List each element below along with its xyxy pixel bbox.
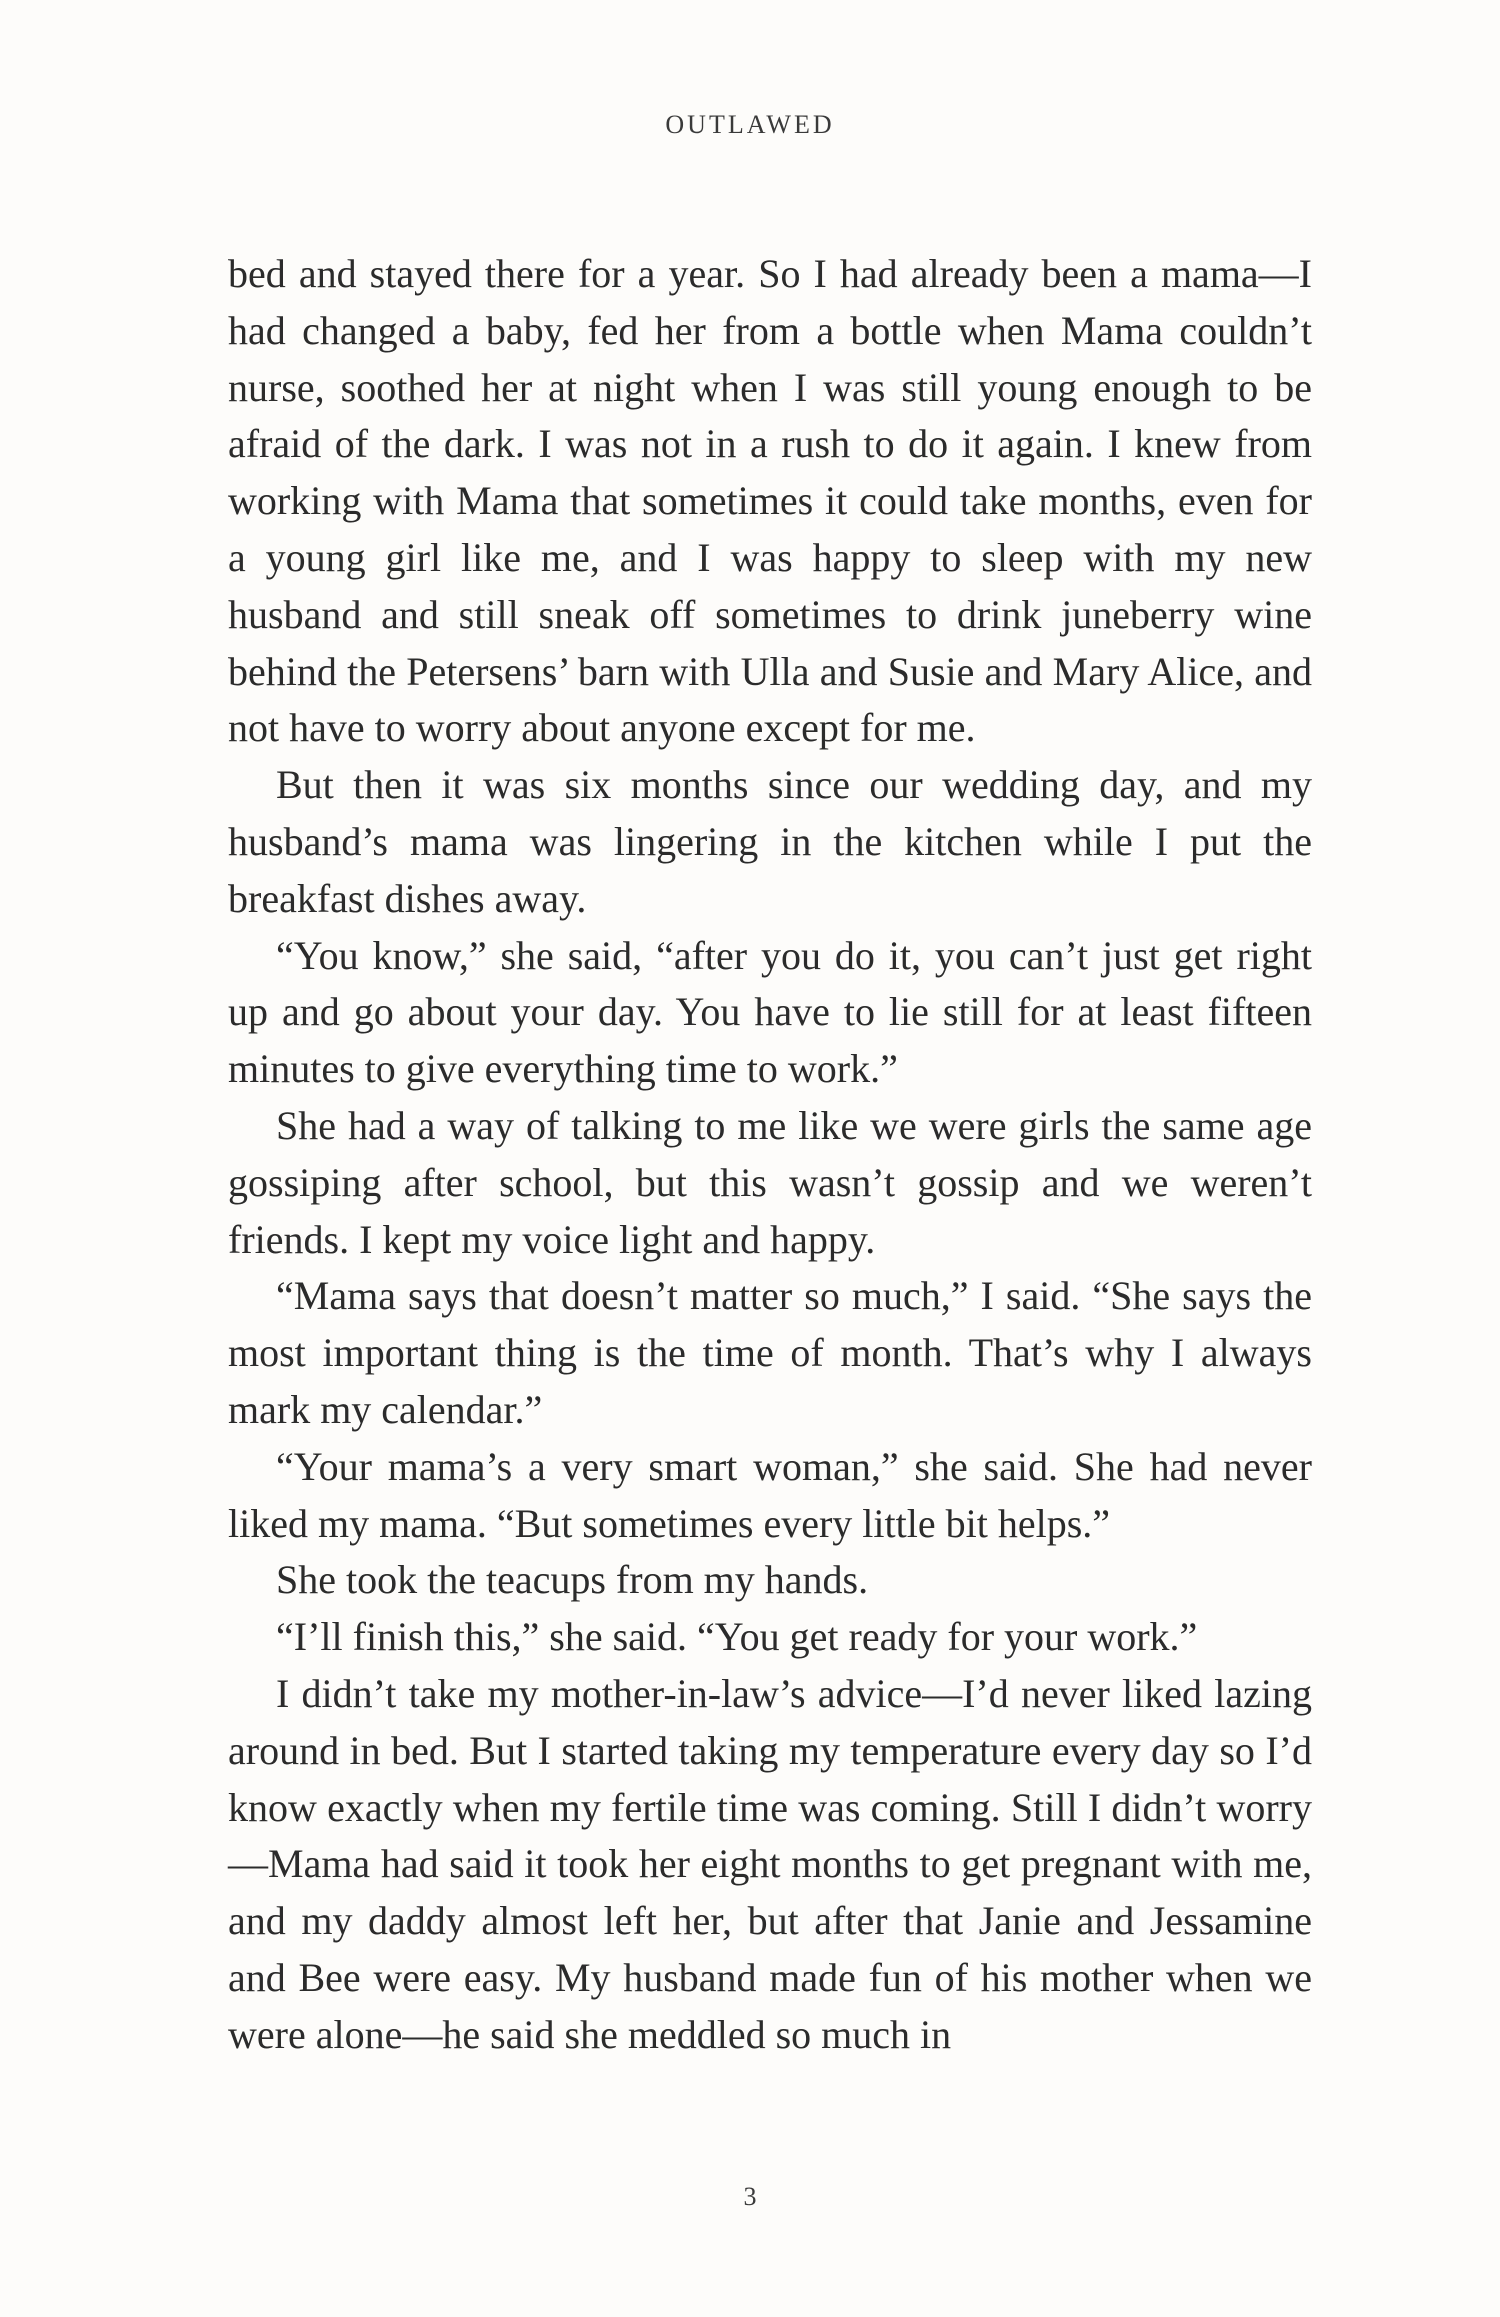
paragraph-2: But then it was six months since our wedding day, and my husband’s mama was lingering in the kitchen while I put the breakfast dishes away. — [228, 762, 1312, 921]
body-text — [228, 246, 1312, 2064]
paragraph-7: She took the teacups from my hands. — [276, 1557, 869, 1603]
running-head: OUTLAWED — [665, 110, 835, 139]
paragraph-5: “Mama says that doesn’t matter so much,” I said. “She says the most important thing is the time of month. That’s why I always mark my calendar.” — [228, 1273, 1312, 1432]
paragraph-6: “Your mama’s a very smart woman,” she said. She had never liked my mama. “But sometimes every little bit helps.” — [228, 1443, 1312, 1546]
page-number: 3 — [743, 2182, 757, 2211]
paragraph-1: bed and stayed there for a year. So I had already been a mama—I had changed a baby, fed her from a bottle when Mama couldn’t nurse, soothed her at night when I was still young enough to be afraid of the dark. I was not in a rush to do it again. I knew from working with Mama that sometimes it could take months, even for a young girl like me, and I was happy to sleep with my new husband and still sneak off sometimes to drink juneberry wine behind the Petersens’ barn with Ulla and Susie and Mary Alice, and not have to worry about anyone except for me. — [228, 251, 1312, 751]
paragraph-4: She had a way of talking to me like we were girls the same age gossiping after school, but this wasn’t gossip and we weren’t friends. I kept my voice light and happy. — [228, 1102, 1312, 1262]
paragraph-3: “You know,” she said, “after you do it, you can’t just get right up and go about your day. You have to lie still for at least fifteen minutes to give everything time to work.” — [228, 932, 1312, 1092]
paragraph-8: “I’ll finish this,” she said. “You get ready for your work.” — [276, 1614, 1198, 1660]
paragraph-9: I didn’t take my mother-in-law’s advice—I’d never liked lazing around in bed. But I started taking my temperature every day so I’d know exactly when my fertile time was coming. Still I didn’t worry—Mama had said it took her eight months to get pregnant with me, and my daddy almost left her, but after that Janie and Jessamine and Bee were easy. My husband made fun of his mother when we were alone—he said she meddled so much in — [228, 1670, 1312, 2057]
